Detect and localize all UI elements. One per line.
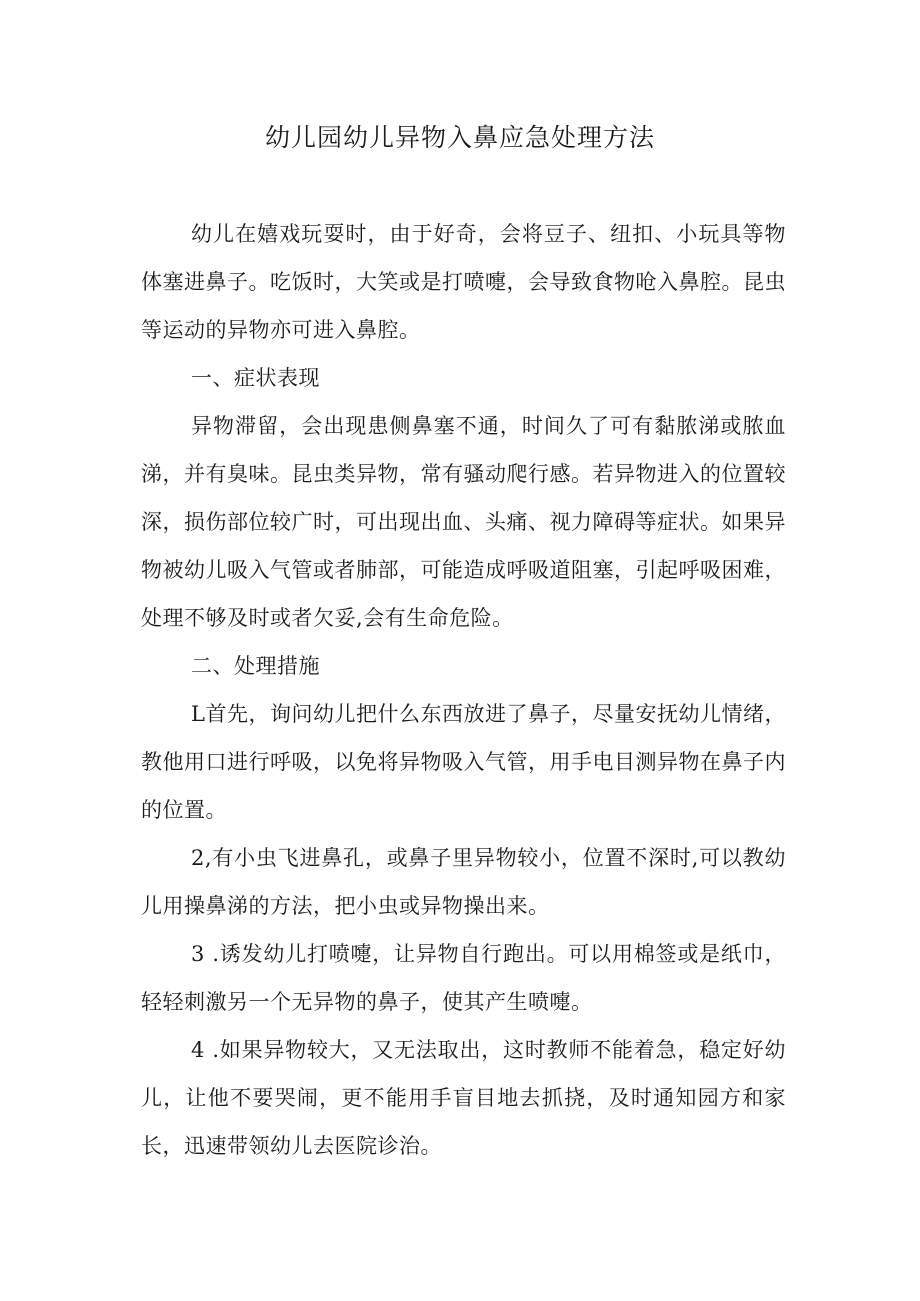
symptoms-paragraph: 异物滞留，会出现患侧鼻塞不通，时间久了可有黏脓涕或脓血涕，并有臭味。昆虫类异物，常有骚动爬行感。若异物进入的位置较深，损伤部位较广时，可出现出血、头痛、视力障碍等症状。如果异物被幼儿吸入气管或者肺部，可能造成呼吸道阻塞，引起呼吸困难，处理不够及时或者欠妥,会有生命危险。: [141, 414, 786, 630]
section-heading-symptoms: 一、症状表现: [191, 366, 320, 390]
document-body: [141, 210, 786, 1170]
measure-item-1: L首先，询问幼儿把什么东西放进了鼻子，尽量安抚幼儿情绪，教他用口进行呼吸，以免将异物吸入气管，用手电目测异物在鼻子内的位置。: [141, 702, 786, 822]
measure-item-2: 2,有小虫飞进鼻孔，或鼻子里异物较小，位置不深时,可以教幼儿用操鼻涕的方法，把小虫或异物操出来。: [141, 846, 786, 918]
section-heading-measures: 二、处理措施: [191, 654, 320, 678]
measure-item-4: 4 .如果异物较大，又无法取出，这时教师不能着急，稳定好幼儿，让他不要哭闹，更不能用手盲目地去抓挠，及时通知园方和家长，迅速带领幼儿去医院诊治。: [141, 1038, 786, 1158]
measure-item-3: 3 .诱发幼儿打喷嚏，让异物自行跑出。可以用棉签或是纸巾，轻轻刺激另一个无异物的鼻子，使其产生喷嚏。: [141, 942, 786, 1014]
intro-paragraph: 幼儿在嬉戏玩耍时，由于好奇，会将豆子、纽扣、小玩具等物体塞进鼻子。吃饭时，大笑或是打喷嚏，会导致食物呛入鼻腔。昆虫等运动的异物亦可进入鼻腔。: [141, 222, 786, 342]
document-title: 幼儿园幼儿异物入鼻应急处理方法: [264, 123, 655, 152]
